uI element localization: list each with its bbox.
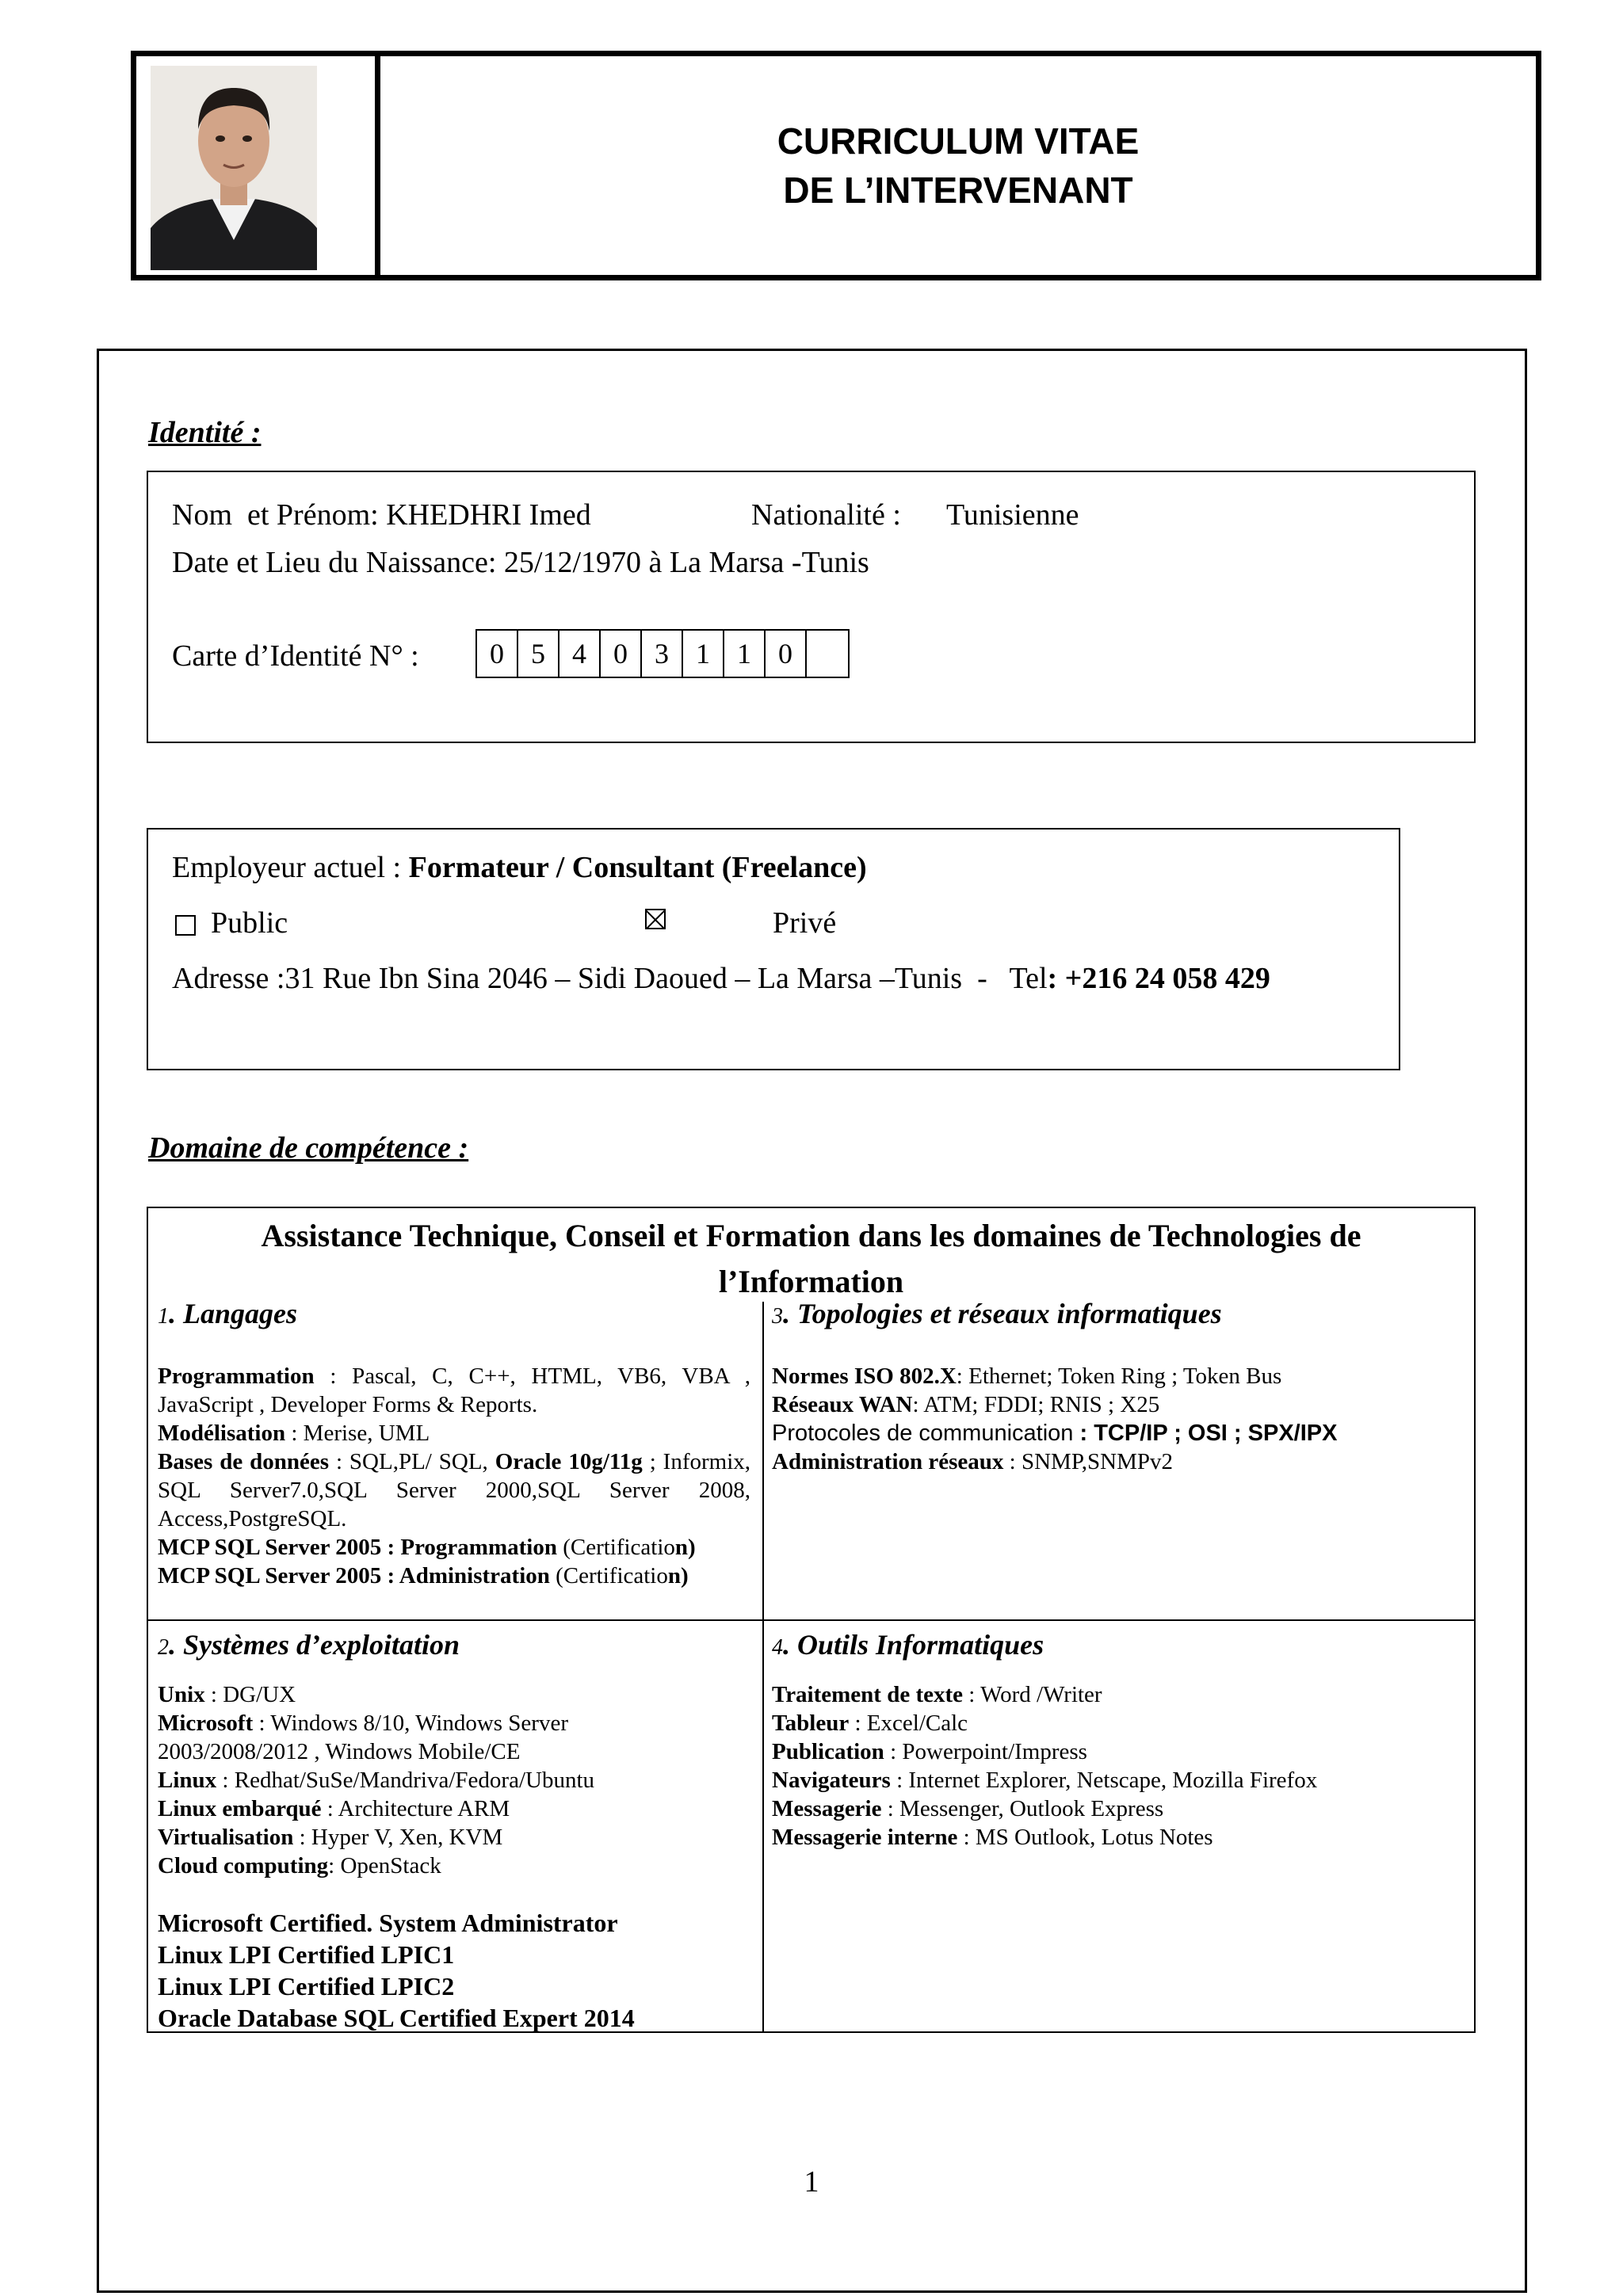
iso-label: Normes ISO 802.X — [772, 1363, 957, 1389]
outils-row — [772, 1823, 1461, 1852]
identite-heading: Identité : — [148, 416, 262, 449]
embed-value: : Architecture ARM — [321, 1796, 510, 1821]
mcp2-bold: MCP SQL Server 2005 : Administration — [158, 1563, 550, 1589]
nationality-label: Nationalité : — [751, 498, 901, 532]
column-divider — [762, 1302, 764, 2033]
outils-row — [772, 1737, 1461, 1766]
table-title-line-2: l’Information — [718, 1264, 904, 1299]
id-digit — [807, 631, 848, 677]
outils-heading — [772, 1628, 1044, 1661]
langages-body — [158, 1362, 750, 1590]
public-option — [175, 906, 288, 940]
prive-checkbox-wrap — [645, 909, 666, 929]
systemes-title: . Systèmes d’exploitation — [169, 1629, 460, 1661]
mcp1-end: n) — [674, 1535, 696, 1560]
nationality-value: Tunisienne — [946, 498, 1079, 532]
model-label: Modélisation — [158, 1421, 286, 1446]
systemes-unix — [158, 1680, 750, 1709]
id-digit: 0 — [601, 631, 642, 677]
competence-table-title — [148, 1213, 1474, 1305]
iso-value: : Ethernet; Token Ring ; Token Bus — [956, 1363, 1282, 1389]
bd-label: Bases de données — [158, 1449, 330, 1474]
mcp1-bold: MCP SQL Server 2005 : Programmation — [158, 1535, 557, 1560]
outils-label: Messagerie — [772, 1796, 882, 1821]
title-line-1: CURRICULUM VITAE — [777, 120, 1140, 162]
row-divider — [148, 1619, 1474, 1621]
virt-value: : Hyper V, Xen, KVM — [293, 1825, 503, 1850]
outils-label: Publication — [772, 1739, 884, 1764]
topologies-num: 3 — [772, 1304, 783, 1329]
langages-num: 1 — [158, 1304, 169, 1329]
cloud-value: : OpenStack — [328, 1853, 441, 1878]
outils-value: : Messenger, Outlook Express — [881, 1796, 1164, 1821]
id-digit: 0 — [766, 631, 807, 677]
linux-label: Linux — [158, 1768, 217, 1793]
outils-value: : Internet Explorer, Netscape, Mozilla Firefox — [890, 1768, 1318, 1793]
admin-value: : SNMP,SNMPv2 — [1003, 1449, 1173, 1474]
outils-title: . Outils Informatiques — [783, 1629, 1044, 1661]
cv-title — [380, 56, 1536, 275]
id-card-digits — [475, 629, 850, 678]
unix-label: Unix — [158, 1682, 205, 1707]
admin-label: Administration réseaux — [772, 1449, 1004, 1474]
outils-num: 4 — [772, 1635, 783, 1660]
ms-label: Microsoft — [158, 1711, 254, 1736]
id-digit: 3 — [642, 631, 683, 677]
outils-label: Tableur — [772, 1711, 850, 1736]
linux-value: : Redhat/SuSe/Mandriva/Fedora/Ubuntu — [216, 1768, 595, 1793]
wan-value: : ATM; FDDI; RNIS ; X25 — [912, 1392, 1160, 1417]
langages-mcp-programmation — [158, 1533, 750, 1562]
ms-value-1: : Windows 8/10, Windows Server — [253, 1711, 568, 1736]
tel-value: : +216 24 058 429 — [1047, 962, 1270, 995]
table-title-line-1: Assistance Technique, Conseil et Formation dans les domaines de Technologies de — [261, 1218, 1361, 1253]
bd-oracle: Oracle 10g/11g — [495, 1449, 643, 1474]
public-checkbox[interactable] — [175, 915, 196, 936]
outils-row — [772, 1680, 1461, 1709]
proto-value: : TCP/IP ; OSI ; SPX/IPX — [1079, 1421, 1338, 1446]
systemes-embarque — [158, 1794, 750, 1823]
id-card-label: Carte d’Identité N° : — [172, 639, 419, 673]
langages-title: . Langages — [169, 1298, 297, 1329]
certification-item: Linux LPI Certified LPIC1 — [158, 1940, 455, 1969]
certifications-list — [158, 1907, 635, 2034]
certification-item: Microsoft Certified. System Administrator — [158, 1909, 618, 1937]
competence-table — [147, 1207, 1476, 2033]
profile-photo — [151, 66, 317, 270]
name-value: KHEDHRI Imed — [386, 498, 591, 532]
outils-value: : MS Outlook, Lotus Notes — [957, 1825, 1213, 1850]
topologies-admin — [772, 1447, 1461, 1476]
mcp2-normal: (Certificatio — [549, 1563, 668, 1589]
systemes-num: 2 — [158, 1635, 169, 1660]
systemes-virtualisation — [158, 1823, 750, 1852]
id-digit: 1 — [683, 631, 724, 677]
unix-value: : DG/UX — [204, 1682, 296, 1707]
systemes-linux — [158, 1766, 750, 1794]
bd-value-1: : SQL,PL/ SQL, — [329, 1449, 495, 1474]
topologies-protocoles — [772, 1419, 1461, 1447]
outils-row — [772, 1709, 1461, 1737]
portrait-image — [151, 66, 317, 270]
outils-value: : Excel/Calc — [849, 1711, 968, 1736]
public-label: Public — [211, 906, 288, 940]
outils-value: : Word /Writer — [963, 1682, 1102, 1707]
wan-label: Réseaux WAN — [772, 1392, 913, 1417]
langages-programmation — [158, 1362, 750, 1419]
langages-modelisation — [158, 1419, 750, 1447]
outils-row — [772, 1766, 1461, 1794]
prog-label: Programmation — [158, 1363, 315, 1389]
employeur-value: Formateur / Consultant (Freelance) — [408, 851, 867, 884]
id-digit: 5 — [518, 631, 559, 677]
bd-value-2: ; Informix, SQL Server7.0,SQL Server 2000,SQL Server 2008, Access,PostgreSQL. — [158, 1449, 751, 1531]
systemes-body — [158, 1680, 750, 1880]
outils-label: Navigateurs — [772, 1768, 891, 1793]
systemes-cloud — [158, 1852, 750, 1880]
name-label: Nom et Prénom: — [172, 498, 387, 532]
topologies-body — [772, 1362, 1461, 1476]
name-line — [172, 498, 591, 532]
systemes-microsoft-cont: 2003/2008/2012 , Windows Mobile/CE — [158, 1739, 521, 1764]
outils-body — [772, 1680, 1461, 1852]
outils-value: : Powerpoint/Impress — [884, 1739, 1087, 1764]
employeur-label: Employeur actuel : — [172, 851, 409, 884]
embed-label: Linux embarqué — [158, 1796, 322, 1821]
photo-cell — [136, 56, 380, 275]
outils-label: Traitement de texte — [772, 1682, 964, 1707]
prog-value: : Pascal, C, C++, HTML, VB6, VBA , JavaScript , Developer Forms & Reports. — [158, 1363, 750, 1417]
virt-label: Virtualisation — [158, 1825, 294, 1850]
systemes-heading — [158, 1628, 460, 1661]
address-value: 31 Rue Ibn Sina 2046 – Sidi Daoued – La Marsa –Tunis - Tel — [285, 962, 1048, 995]
langages-bases-donnees — [158, 1447, 750, 1533]
prive-label: Privé — [773, 906, 837, 940]
langages-mcp-administration — [158, 1562, 750, 1590]
birth-line — [172, 545, 869, 580]
header-box — [131, 51, 1541, 280]
topologies-title: . Topologies et réseaux informatiques — [783, 1298, 1222, 1329]
title-line-2: DE L’INTERVENANT — [783, 170, 1133, 211]
address-label: Adresse : — [172, 962, 285, 995]
page-number: 1 — [804, 2165, 819, 2199]
competence-heading: Domaine de compétence : — [148, 1131, 469, 1165]
certification-item: Linux LPI Certified LPIC2 — [158, 1972, 455, 2000]
certification-item: Oracle Database SQL Certified Expert 2014 — [158, 2004, 635, 2032]
proto-label: Protocoles de communication — [772, 1421, 1080, 1446]
id-digit: 0 — [477, 631, 518, 677]
address-line — [172, 961, 1270, 996]
outils-label: Messagerie interne — [772, 1825, 958, 1850]
mcp2-end: n) — [667, 1563, 689, 1589]
langages-heading — [158, 1297, 297, 1330]
employeur-line — [172, 850, 867, 885]
model-value: : Merise, UML — [285, 1421, 430, 1446]
mcp1-normal: (Certificatio — [556, 1535, 675, 1560]
topologies-wan — [772, 1390, 1461, 1419]
birth-value: 25/12/1970 à La Marsa -Tunis — [503, 546, 869, 579]
cloud-label: Cloud computing — [158, 1853, 329, 1878]
birth-label: Date et Lieu du Naissance: — [172, 546, 504, 579]
systemes-microsoft — [158, 1709, 750, 1737]
outils-row — [772, 1794, 1461, 1823]
id-digit: 4 — [559, 631, 601, 677]
topologies-heading — [772, 1297, 1222, 1330]
prive-checkbox[interactable] — [645, 909, 666, 929]
topologies-iso — [772, 1362, 1461, 1390]
id-digit: 1 — [724, 631, 766, 677]
